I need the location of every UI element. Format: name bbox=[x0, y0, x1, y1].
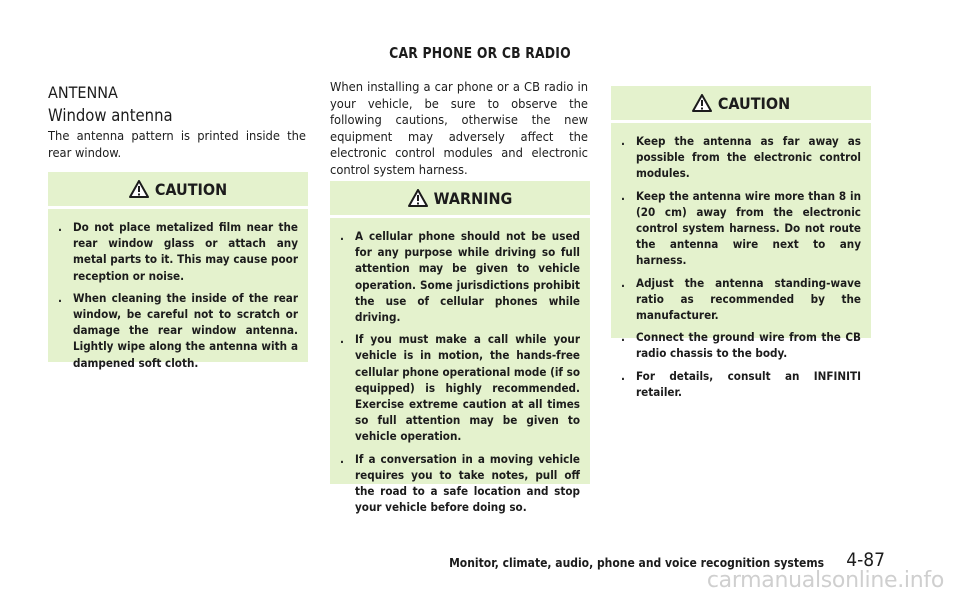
section-title: CAR PHONE OR CB RADIO bbox=[389, 44, 571, 62]
caution-box-left-title: CAUTION bbox=[154, 179, 228, 199]
list-item: . Keep the antenna wire more than 8 in (20 cm) away from the electronic control system harness. Do not route the antenna wire next to any harness. bbox=[621, 188, 861, 268]
caution-box-right-list bbox=[611, 123, 871, 414]
list-item: . If a conversation in a moving vehicle requires you to take notes, pull off the road to a safe location and stop your vehicle before doing so. bbox=[340, 451, 580, 515]
footer-chapter-title: Monitor, climate, audio, phone and voice recognition systems bbox=[449, 556, 824, 570]
list-item: . Keep the antenna as far away as possible from the electronic control modules. bbox=[621, 134, 861, 181]
warning-box-middle-title: WARNING bbox=[433, 188, 513, 208]
footer-page-number: 4-87 bbox=[846, 549, 885, 571]
warning-triangle-icon bbox=[129, 180, 149, 198]
caution-box-right-title: CAUTION bbox=[717, 93, 791, 113]
watermark: carmanualsonline.info bbox=[706, 568, 944, 593]
caution-box-left bbox=[48, 172, 308, 370]
intro-left-paragraph: The antenna pattern is printed inside the rear window. bbox=[48, 129, 306, 161]
list-item: . Do not place metalized film near the rear window glass or attach any metal parts to it. This may cause poor reception or noise. bbox=[58, 220, 298, 283]
warning-triangle-icon bbox=[692, 94, 712, 112]
list-item: . Adjust the antenna standing-wave ratio as recommended by the manufacturer. bbox=[621, 275, 861, 323]
subheading-window-antenna: Window antenna bbox=[48, 106, 173, 125]
warning-triangle-icon bbox=[408, 189, 428, 207]
caution-box-left-header bbox=[48, 172, 308, 206]
heading-antenna: ANTENNA bbox=[48, 83, 118, 102]
list-item: . For details, consult an INFINITI retailer. bbox=[621, 368, 861, 399]
caution-box-left-list bbox=[48, 209, 308, 385]
warning-box-middle-header bbox=[330, 181, 590, 215]
intro-middle-paragraph: When installing a car phone or a CB radio in your vehicle, be sure to observe the following cautions, otherwise the new equipment may adversely affect the electronic control modules and electronic control system harness. bbox=[330, 80, 588, 178]
caution-box-right bbox=[611, 86, 871, 399]
list-item: . When cleaning the inside of the rear window, be careful not to scratch or damage the rear window antenna. Lightly wipe along the antenna with a dampened soft cloth. bbox=[58, 290, 298, 370]
list-item: . A cellular phone should not be used for any purpose while driving so full attention may be given to vehicle operation. Some jurisdictions prohibit the use of cellular phones while driving. bbox=[340, 229, 580, 325]
warning-box-middle bbox=[330, 181, 590, 515]
warning-box-middle-list bbox=[330, 218, 590, 529]
list-item: . If you must make a call while your vehicle is in motion, the hands-free cellular phone operational mode (if so equipped) is highly recommended. Exercise extreme caution at all times so full attention may be given to vehicle operation. bbox=[340, 332, 580, 444]
list-item: . Connect the ground wire from the CB radio chassis to the body. bbox=[621, 330, 861, 361]
caution-box-right-header bbox=[611, 86, 871, 120]
